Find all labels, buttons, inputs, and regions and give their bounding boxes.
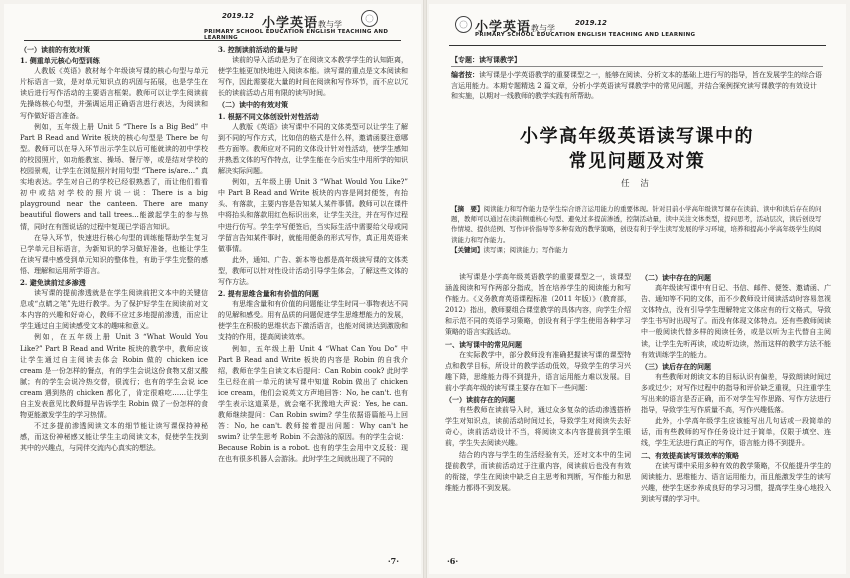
magazine-logo-icon xyxy=(455,16,472,33)
magazine-logo-icon xyxy=(361,10,378,27)
body-paragraph: 不过多提前渗透阅读文本的细节能让读写课保持神秘感，而这份神秘感又能让学生主动阅读文本，促使学生找到其中的兴趣点，与同伴交流内心真实的想法。 xyxy=(20,422,208,453)
left-column-2 xyxy=(218,44,408,466)
section-heading: （三）读后存在的问题 xyxy=(641,361,711,371)
section-heading: 3. 控制读前活动的量与时 xyxy=(218,45,298,54)
topic-box xyxy=(451,55,823,102)
body-paragraph: 在导入环节，快速进行核心句型的训练能帮助学生复习已学单元目标语言，为新知识的学习做好准备，也能让学生在读写课中感受到单元知识的整体性，有助于学生完整的感悟、理解和运用所学语言。 xyxy=(20,233,208,275)
body-paragraph: 有些教师对朗读文本的目标认识有偏差，导致朗读时间过多或过少；对写作过程中的指导和评价缺乏重视，只注重学生写出来的语言是否正确，而不对学生写作思路、写作方法进行指导，导致学生写作质量不高，写作兴趣低落。 xyxy=(641,372,831,415)
header-rule xyxy=(24,40,401,41)
editor-note: 编者按：读写课是小学英语教学的重要课型之一，能够在阅读、分析文本的基础上进行写的指导，旨在发展学生的综合语言运用能力。本期专题精选 2 篇文章，分析小学英语读写课教学中的常见问题，并结合案例探究读写课教学的有效设计和实施，以期对一线教师的教学实践有所帮助。 xyxy=(451,70,822,101)
article-abstract: 【摘 要】阅读能力和写作能力是学生综合语言运用能力的重要体现。针对目前小学高年级读写课存在读前、读中和读后存在的问题，教师可以通过在读前侧重核心句型、避免过多提前渗透，控制活动量，读中关注文体类型，提问思考，活动层次，读后创设写作情境、提供范例、写作评价指导等多种有效的教学策略，创设有利于学生读写发展的学习环境，培养和提高小学高年级学生的阅读能力和写作能力。 【关键词】读写课；阅读能力；写作能力 xyxy=(451,205,822,254)
article-author: 任 洁 xyxy=(621,179,653,189)
magazine-brand: 小学英语教与学 xyxy=(262,16,343,31)
body-paragraph: 例如，五年级上册 Unit 4 “What Can You Do” 中 Part B Read and Write 板块的内容是 Robin 的自我介绍，教师在学生自读文本后提问：Can Robin cook? 此时学生已经在前一单元的读写课中知道 Robin 做出了 chicken ice cream，他们会说英文方声地回答：No, he can't. 也有学生表示这道菜是，就会毫不犹豫地大声说：Yes, he can. 教师继续提问：Can Robin swim? 学生依据语篇能马上回答：No, he can't. 教师接着提出问题：Why can't he swim? 让学生思考 Robin 不会游泳的原因。有的学生会说：Because Robin is a robot. 也有的学生会用中文反驳：现在也有很多机器人会游泳。此时学生之间就出现了不同的 xyxy=(218,344,408,464)
section-heading: 一、读写课中的常见问题 xyxy=(445,339,522,349)
book-gutter xyxy=(423,0,427,578)
magazine-brand: 小学英语教与学 xyxy=(475,20,556,35)
section-heading: （一）读前存在的问题 xyxy=(445,395,515,405)
body-paragraph: 此外，通知、广告、新本等也都是高年级读写课的文体类型，教师可以针对性设计活动引导学生体会，了解这些文体的写作方法。 xyxy=(218,255,408,286)
article-title-line-2: 常见问题及对策 xyxy=(568,151,706,172)
article-keywords: 读写课；阅读能力；写作能力 xyxy=(483,245,568,254)
right-column-1 xyxy=(445,272,631,494)
body-paragraph: 有些教师在读前导入时，通过众多复杂的活动渗透搭桥学生对知识点，读前活动时间过长，导致学生对阅读失去好奇心，读前活动设计不当，将阅读文本内容提前到学生眼前，学生失去阅读兴趣。 xyxy=(445,406,631,448)
body-paragraph: 在读写课中采用多种有效的教学策略，不仅能提升学生的阅读能力、思维能力、语言运用能力，而且能激发学生的读写兴趣，使学生逐步养成良好的学习习惯，提高学生身心地投入到读写课的学习中。 xyxy=(641,461,831,503)
article-title-line-1: 小学高年级英语读写课中的 xyxy=(520,126,754,147)
page-number: ·6· xyxy=(447,556,459,566)
section-heading: 1. 根据不同文体创设针对性活动 xyxy=(218,111,319,121)
body-paragraph: 读前的导入活动是为了在阅读文本教学学生的认知距离，使学生能更加快地进入阅读本能。读写课的重点是文本阅读和写作，因此需要花大量的时间在阅读和写作环节，而不应以冗长的读前活动占用有限的读写时间。 xyxy=(218,56,408,98)
section-heading: （一）读前的有效对策 xyxy=(20,45,90,54)
body-paragraph: 有思维含量和有价值的问题能让学生时同一事物表达不同的见解和感受。用有品质的问题促进学生思维想能力的发展，使学生在积极的思维状态下激活语言，也能对阅读达到激励和支持的作用，提高阅读效率。 xyxy=(218,300,408,342)
magazine-english-title: PRIMARY SCHOOL EDUCATION ENGLISH TEACHING AND LEARNING xyxy=(204,29,389,41)
body-paragraph: 例如，在五年级上册 Unit 3 “What Would You Like?” Part B Read and Write 板块的教学中，教师应该让学生通过自主阅读去体会 Robin 做的 chicken ice cream 是一份怎样的餐点，有的学生会说这份食物又甜又酸腻；有的学生会说冷热交替，很流行；也有的学生会说 ice cream 遇到热的 chicken 都化了，肯定很难吃……让学生自主发表意见比教师提早告诉学生 Robin 做了一份怎样的食物更能激发学生的学习热情。 xyxy=(20,333,208,420)
page-number: ·7· xyxy=(387,556,399,566)
section-heading: 2. 避免读前过多渗透 xyxy=(20,277,86,287)
section-heading: （二）读中存在的问题 xyxy=(641,273,711,282)
right-page-header xyxy=(429,14,846,54)
right-column-2 xyxy=(641,272,831,505)
header-rule xyxy=(449,45,826,46)
section-heading: 1. 侧重单元核心句型训练 xyxy=(20,56,100,66)
issue-number: 2019.12 xyxy=(222,12,254,20)
left-column-1 xyxy=(20,44,208,454)
body-paragraph: 人教版《英语》读写课中不同的文体类型可以让学生了解到不同的写作方式，比如信的格式是什么样，邀请函要注意哪些方面等。教师应对不同的文体设计针对性活动，使学生感知并熟悉文体的写作特点，让学生能在今后实生中用所学的知识解决实际问题。 xyxy=(218,122,408,176)
body-paragraph: 读写课是小学高年级英语教学的重要课型之一，该课型涵盖阅读和写作两部分指成，旨在培养学生的阅读能力和写作能力。《义务教育英语课程标准（2011 年版）》（教育部，2012）指出，教师要组合课堂教学的具体内容，向学生介绍和示范不同的英语学习策略，创设有利于学生使用各种学习策略的语言实践活动。 xyxy=(445,273,631,337)
body-paragraph: 例如，五年级上册 Unit 5 “There Is a Big Bed” 中 Part B Read and Write 板块的核心句型是 There be 句型。教师可以在导入环节出示学生以后可能就读的初中学校的校园照片，如功能教室、操场、餐厅等，或是结对学校的校园景观，让学生在浏览照片时用句型 “There is/are…” 真实地表达。学生对自己的学校已经很熟悉了，而让他们看看初中或结对学校的照片说一说：There is a big playground near the canteen. There are many beautiful flowers and tall trees…能激起学生的参与热情，同时在有图说话的过程中复现已学语言知识。 xyxy=(20,122,208,231)
section-heading: 二、有效提高读写课效率的策略 xyxy=(641,450,739,460)
body-paragraph: 读写课的提前渗透就是在学生阅读前把文本中的关键信息或“点睛之笔”先进行教学。为了保护好学生在阅读前对文本内容的兴趣和好奇心，教师不应过多地提前渗透，而应让学生通过自主阅读感受文本的趣味和意义。 xyxy=(20,289,208,331)
section-heading: （二）读中的有效对策 xyxy=(218,100,288,110)
section-heading: 2. 提有思维含量和有价值的问题 xyxy=(218,289,319,299)
body-paragraph: 高年级读写课中有日记、书信、邮件、便签、邀请函、广告、通知等不同的文体，而不少教师设计阅读活动时容易忽视文体特点，没有引导学生理解特定文体应有的行文格式，导致学生书写时出现写了。而没有体现文体特点。还有些教师阅读中一般阅读代替多样的阅读任务，或是以听为主代替自主阅读，让学生先听再读，或边听边读，然而这样的教学方法不能有效训练学生的能力。 xyxy=(641,284,831,359)
left-page xyxy=(4,4,421,574)
body-paragraph: 此外，小学高年级学生应该能写出几句话或一段简单的话，而有些教师的写作任务设计过于简单，仅限于填空、连线，学生无法进行真正的写作，语言能力得不到提升。 xyxy=(641,417,831,448)
topic-tag: 【专题：读写课教学】 xyxy=(451,55,521,64)
body-paragraph: 在实际教学中，部分教师没有准确把握读写课的课型特点和教学目标，所设计的教学活动低效，导致学生的学习兴趣下降，思维能力得不到提升，语言运用能力难以发展。目前小学高年级的读写课主要存在如下一些问题： xyxy=(445,350,631,392)
magazine-english-title: PRIMARY SCHOOL EDUCATION ENGLISH TEACHING AND LEARNING xyxy=(475,32,696,38)
body-paragraph: 例如，五年级上册 Unit 3 “What Would You Like?” 中 Part B Read and Write 板块的内容是网封便签，有抬头、有落款，主要内容是告知某人某件事情。教师可以在课件中将抬头和落款用红色标识出来，让学生关注，并在写作过程中进行仿写。学生学写便签后，当实际生活中需要给父母或同学留言告知某件事时，就能用便条的形式写作，真正用英语来做事情。 xyxy=(218,178,408,253)
body-paragraph: 结合的内容与学生的生活经验有关，还对文本中的生词提前教学，而读前活动过于注重内容，阅读前后也没有有效的衔接，学生在阅读中缺乏自主思考和判断，写作能力和思维能力都得不到发展。 xyxy=(445,450,631,492)
right-page xyxy=(429,4,846,574)
left-page-header xyxy=(4,12,421,44)
body-paragraph: 人教版《英语》教材每个年级读写课的核心句型与单元片标语言一致，是对单元知识点的巩固与拓展，也是学生在读后进行写作活动的主要语言框架。教师可以让学生阅读前先操练核心句型，并强调运用正确语言进行表达，为阅读和写作做好语言准备。 xyxy=(20,67,208,120)
issue-number: 2019.12 xyxy=(575,19,607,27)
